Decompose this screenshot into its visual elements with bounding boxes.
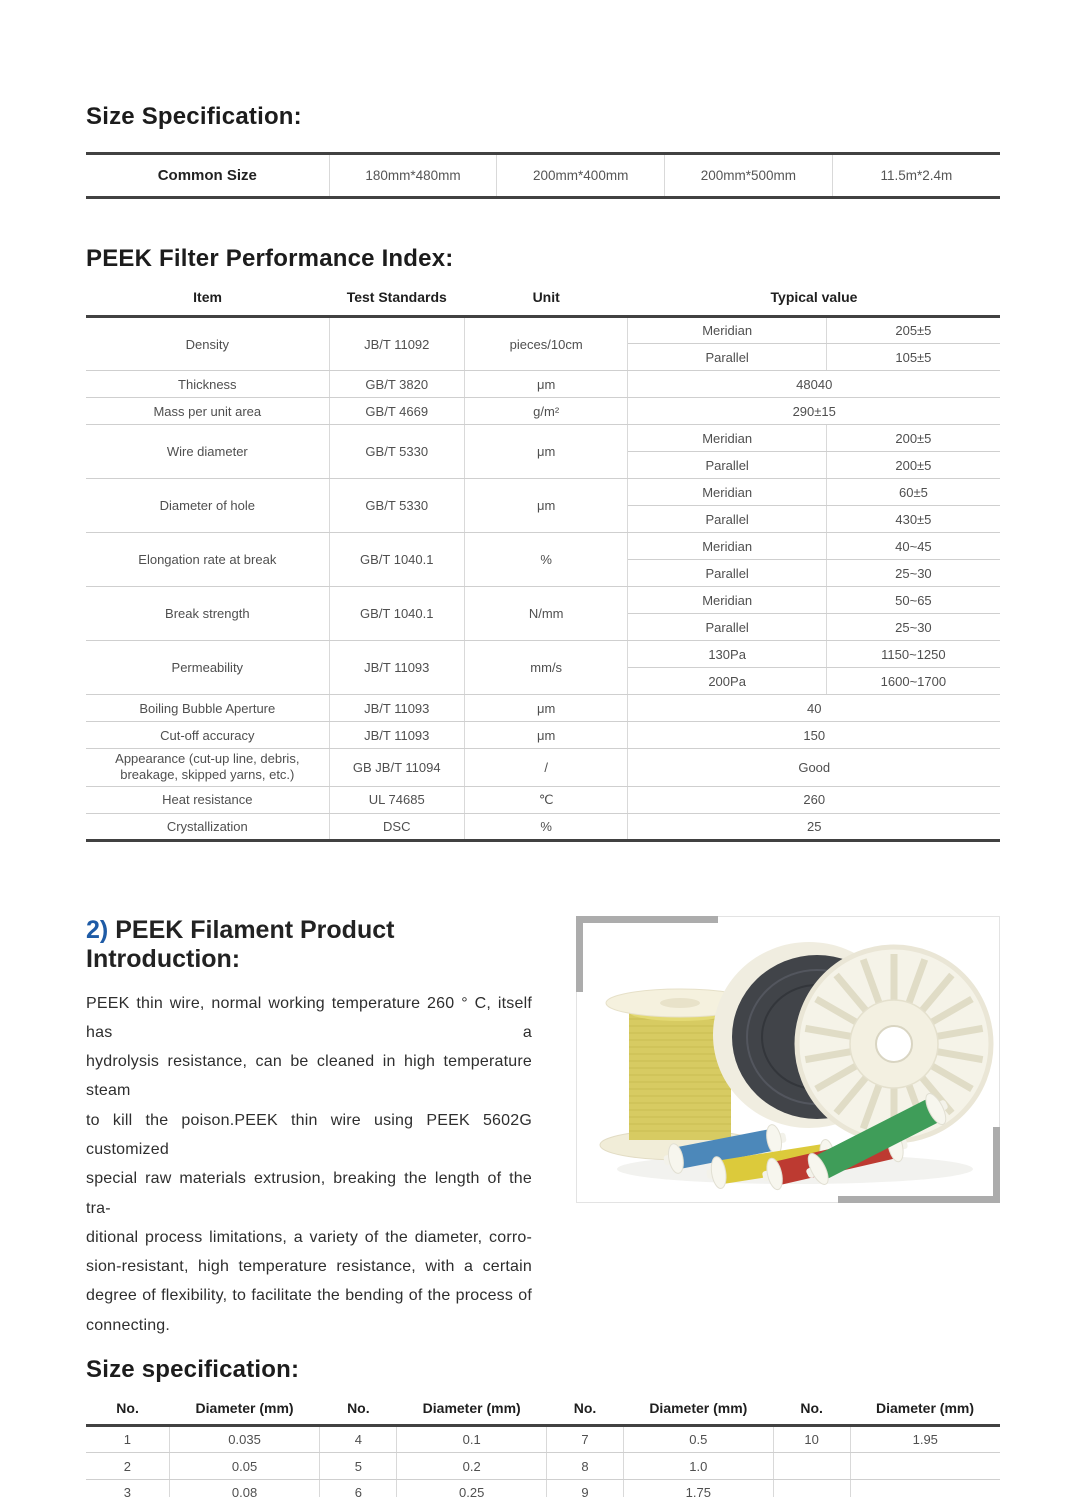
- no-col-header: No.: [773, 1396, 850, 1426]
- typical-value-cell: 1600~1700: [826, 668, 1000, 695]
- performance-row: [86, 371, 1000, 398]
- common-size-table: [86, 152, 1000, 199]
- common-size-value: 180mm*480mm: [329, 154, 497, 198]
- performance-row: [86, 533, 1000, 560]
- typical-value-label-cell: Meridian: [628, 587, 826, 614]
- no-cell: 9: [547, 1480, 624, 1497]
- performance-header-row: [86, 285, 1000, 317]
- unit-cell: μm: [464, 479, 628, 533]
- col-test-standards: Test Standards: [329, 285, 464, 317]
- item-cell: Mass per unit area: [86, 398, 329, 425]
- typical-value-cell: 200±5: [826, 425, 1000, 452]
- typical-value-cell: 200±5: [826, 452, 1000, 479]
- typical-value-cell: 60±5: [826, 479, 1000, 506]
- typical-value-cell: 25~30: [826, 560, 1000, 587]
- performance-row: [86, 317, 1000, 344]
- common-size-value: 200mm*400mm: [497, 154, 665, 198]
- paragraph-line: degree of flexibility, to facilitate the bending of the process of: [86, 1287, 532, 1305]
- item-cell: Heat resistance: [86, 786, 329, 813]
- common-size-value: 200mm*500mm: [665, 154, 833, 198]
- no-cell: 3: [86, 1480, 169, 1497]
- no-cell: 8: [547, 1453, 624, 1480]
- paragraph-line: connecting.: [86, 1316, 171, 1334]
- test-standard-cell: GB/T 1040.1: [329, 587, 464, 641]
- test-standard-cell: GB/T 1040.1: [329, 533, 464, 587]
- item-cell: Wire diameter: [86, 425, 329, 479]
- common-size-row: [86, 154, 1000, 198]
- test-standard-cell: JB/T 11092: [329, 317, 464, 371]
- intro-column: [86, 916, 532, 1341]
- typical-value-label-cell: Meridian: [628, 479, 826, 506]
- performance-row: [86, 786, 1000, 813]
- typical-value-label-cell: Parallel: [628, 452, 826, 479]
- common-size-value: 11.5m*2.4m: [880, 168, 953, 183]
- item-cell: Diameter of hole: [86, 479, 329, 533]
- unit-cell: g/m²: [464, 398, 628, 425]
- no-col-header: No.: [547, 1396, 624, 1426]
- unit-cell: /: [464, 749, 628, 787]
- diameter-cell: [850, 1480, 1000, 1497]
- unit-cell: ℃: [464, 786, 628, 813]
- size-table: [86, 1396, 1000, 1497]
- typical-value-label-cell: 200Pa: [628, 668, 826, 695]
- typical-value-cell: 50~65: [826, 587, 1000, 614]
- test-standard-cell: JB/T 11093: [329, 695, 464, 722]
- paragraph-line: sion-resistant, high temperature resistance, with a certain: [86, 1258, 532, 1276]
- unit-cell: %: [464, 533, 628, 587]
- size-table-header-row: [86, 1396, 1000, 1426]
- paragraph-line: PEEK thin wire, normal working temperature 260 ° C, itself has a: [86, 994, 532, 1041]
- typical-value-label-cell: Parallel: [628, 506, 826, 533]
- performance-table-body: [86, 317, 1000, 841]
- typical-value-cell: 260: [628, 786, 1000, 813]
- unit-cell: %: [464, 813, 628, 840]
- typical-value-cell: 105±5: [826, 344, 1000, 371]
- size-table-row: [86, 1426, 1000, 1453]
- diameter-cell: 1.75: [623, 1480, 773, 1497]
- diameter-cell: 0.2: [397, 1453, 547, 1480]
- no-cell: [773, 1453, 850, 1480]
- test-standard-cell: UL 74685: [329, 786, 464, 813]
- no-cell: 10: [773, 1426, 850, 1453]
- no-cell: 4: [320, 1426, 397, 1453]
- intro-title-number: 2): [86, 915, 109, 944]
- unit-cell: N/mm: [464, 587, 628, 641]
- item-cell: Cut-off accuracy: [86, 722, 329, 749]
- typical-value-label-cell: Meridian: [628, 425, 826, 452]
- performance-row: [86, 587, 1000, 614]
- common-size-label: Common Size: [86, 154, 329, 198]
- typical-value-cell: 290±15: [628, 398, 1000, 425]
- test-standard-cell: DSC: [329, 813, 464, 840]
- paragraph-line: ditional process limitations, a variety of the diameter, corro-: [86, 1228, 532, 1246]
- performance-row: [86, 479, 1000, 506]
- unit-cell: pieces/10cm: [464, 317, 628, 371]
- diameter-col-header: Diameter (mm): [169, 1396, 320, 1426]
- no-cell: 7: [547, 1426, 624, 1453]
- paragraph-line: to kill the poison.PEEK thin wire using PEEK 5602G customized: [86, 1111, 532, 1158]
- diameter-cell: 0.25: [397, 1480, 547, 1497]
- test-standard-cell: GB/T 5330: [329, 425, 464, 479]
- performance-row: [86, 641, 1000, 668]
- performance-row: [86, 425, 1000, 452]
- unit-cell: μm: [464, 371, 628, 398]
- typical-value-cell: 1150~1250: [826, 641, 1000, 668]
- item-cell: Appearance (cut-up line, debris, breakage, skipped yarns, etc.): [86, 749, 329, 787]
- no-col-header: No.: [86, 1396, 169, 1426]
- typical-value-label-cell: Parallel: [628, 614, 826, 641]
- paragraph-line: hydrolysis resistance, can be cleaned in high temperature steam: [86, 1053, 532, 1100]
- typical-value-cell: Good: [628, 749, 1000, 787]
- size-table-row: [86, 1453, 1000, 1480]
- diameter-cell: 1.95: [850, 1426, 1000, 1453]
- typical-value-cell: 430±5: [826, 506, 1000, 533]
- typical-value-cell: 25: [628, 813, 1000, 840]
- diameter-cell: 0.035: [169, 1426, 320, 1453]
- frame-corner-top-left-icon: [576, 916, 718, 992]
- performance-table: [86, 285, 1000, 842]
- intro-paragraph: [86, 989, 532, 1341]
- col-item: Item: [86, 285, 329, 317]
- no-col-header: No.: [320, 1396, 397, 1426]
- no-cell: 1: [86, 1426, 169, 1453]
- no-cell: 6: [320, 1480, 397, 1497]
- item-cell: Thickness: [86, 371, 329, 398]
- test-standard-cell: GB/T 5330: [329, 479, 464, 533]
- item-cell: Break strength: [86, 587, 329, 641]
- performance-row: [86, 722, 1000, 749]
- unit-cell: μm: [464, 425, 628, 479]
- size-table-body: [86, 1426, 1000, 1497]
- typical-value-cell: 205±5: [826, 317, 1000, 344]
- item-cell: Density: [86, 317, 329, 371]
- typical-value-label-cell: Parallel: [628, 560, 826, 587]
- unit-cell: mm/s: [464, 641, 628, 695]
- test-standard-cell: JB/T 11093: [329, 641, 464, 695]
- diameter-cell: 0.05: [169, 1453, 320, 1480]
- size-table-row: [86, 1480, 1000, 1497]
- no-cell: [773, 1480, 850, 1497]
- diameter-cell: 0.08: [169, 1480, 320, 1497]
- item-cell: Permeability: [86, 641, 329, 695]
- product-photo-frame: [576, 916, 1000, 1203]
- test-standard-cell: GB/T 4669: [329, 398, 464, 425]
- col-unit: Unit: [464, 285, 628, 317]
- col-typical-value: Typical value: [628, 285, 1000, 317]
- performance-row: [86, 813, 1000, 840]
- dark-filament-reel: [713, 942, 991, 1141]
- typical-value-cell: 40: [628, 695, 1000, 722]
- diameter-col-header: Diameter (mm): [397, 1396, 547, 1426]
- typical-value-cell: 48040: [628, 371, 1000, 398]
- no-cell: 5: [320, 1453, 397, 1480]
- item-cell: Crystallization: [86, 813, 329, 840]
- test-standard-cell: GB JB/T 11094: [329, 749, 464, 787]
- typical-value-label-cell: Parallel: [628, 344, 826, 371]
- item-cell: Boiling Bubble Aperture: [86, 695, 329, 722]
- section1-title: Size Specification:: [86, 103, 302, 130]
- diameter-col-header: Diameter (mm): [850, 1396, 1000, 1426]
- item-cell: Elongation rate at break: [86, 533, 329, 587]
- intro-title: [86, 916, 532, 974]
- frame-corner-bottom-right-icon: [838, 1127, 1000, 1203]
- test-standard-cell: GB/T 3820: [329, 371, 464, 398]
- unit-cell: μm: [464, 722, 628, 749]
- typical-value-cell: 25~30: [826, 614, 1000, 641]
- diameter-col-header: Diameter (mm): [623, 1396, 773, 1426]
- test-standard-cell: JB/T 11093: [329, 722, 464, 749]
- diameter-cell: 0.5: [623, 1426, 773, 1453]
- performance-row: [86, 695, 1000, 722]
- typical-value-cell: 150: [628, 722, 1000, 749]
- diameter-cell: [850, 1453, 1000, 1480]
- no-cell: 2: [86, 1453, 169, 1480]
- performance-row: [86, 398, 1000, 425]
- diameter-cell: 0.1: [397, 1426, 547, 1453]
- performance-row: [86, 749, 1000, 787]
- typical-value-label-cell: Meridian: [628, 317, 826, 344]
- intro-title-text: PEEK Filament Product Introduction:: [86, 915, 395, 973]
- paragraph-line: special raw materials extrusion, breaking the length of the tra-: [86, 1170, 532, 1217]
- typical-value-cell: 40~45: [826, 533, 1000, 560]
- intro-section: [86, 916, 1000, 1341]
- diameter-cell: 1.0: [623, 1453, 773, 1480]
- typical-value-label-cell: Meridian: [628, 533, 826, 560]
- performance-title: PEEK Filter Performance Index:: [86, 245, 454, 272]
- size-table-title: Size specification:: [86, 1356, 300, 1384]
- unit-cell: μm: [464, 695, 628, 722]
- typical-value-label-cell: 130Pa: [628, 641, 826, 668]
